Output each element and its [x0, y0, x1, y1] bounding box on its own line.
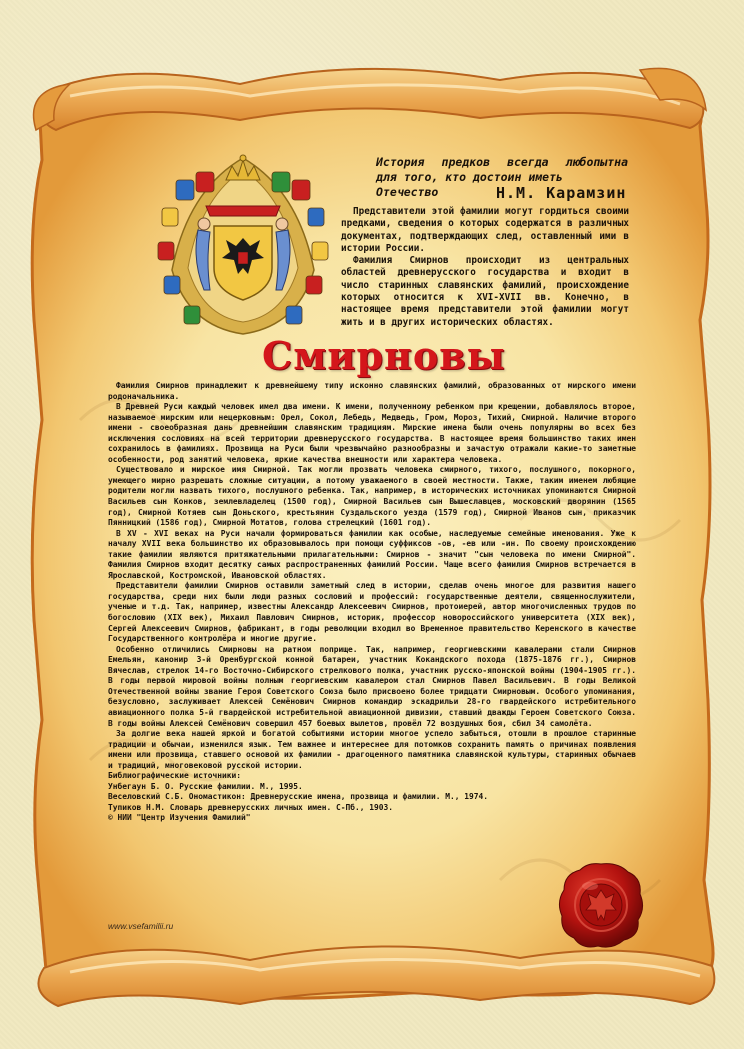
body-paragraph: В Древней Руси каждый человек имел два имени. К имени, полученному ребенком при крещении, добавлялось второе, называемое мирским или нецерковным: Орел, Сокол, Лебедь, Медведь, Гром, Мороз, Тихий, Смирной. Наличие второго имени - своеобразная дань древнейшим славянским традициям. Мирские имена были очень популярны во всех без исключения сословиях на всей территории древнерусского государства. В настоящее время большинство таких имен сохранилось в фамилиях. Прозвища на Руси были чрезвычайно разнообразны и зачастую отражали какие-то заметные особенности, род занятий человека, яркие качества внешности или характера человека. [108, 402, 636, 464]
surname-title: Смирновы [262, 333, 506, 378]
website-link[interactable]: www.vsefamilii.ru [108, 921, 174, 931]
bibliography-item: Унбегаун Б. О. Русские фамилии. М., 1995. [108, 781, 303, 791]
bibliography-item: Веселовский С.Б. Ономастикон: Древнерусские имена, прозвища и фамилии. М., 1974. [108, 792, 489, 802]
body-paragraph: Представители фамилии Смирнов оставили заметный след в истории, сделав очень многое для развития нашего государства, среди них были люди разных сословий и профессий: государственные деятели, священнослужители, ученые и т.д. Так, например, известны Александр Алексеевич Смирнов, протоиерей, автор многочисленных трудов по богословию (XIX век), Михаил Павлович Смирнов, историк, профессор новороссийского университета (XIX век), Сергей Алексеевич Смирнов, фабрикант, в годы революции входил во Временное правительство Керенского в качестве Государственного контролёра и многие другие. [108, 581, 636, 644]
motto-line-1: История предков всегда любопытна [376, 155, 628, 169]
body-paragraph: За долгие века нашей яркой и богатой событиями истории многое успело забыться, отошли в прошлое старинные традиции и обычаи, изменился язык. Тем важнее и интереснее для потомков сохранить память о причинах появления имени или прозвища, ставшего основой их фамилии - драгоценного памятника славянской культуры, старинных обычаев и традиций, многовековой русской истории. [108, 729, 636, 770]
body-paragraph: Фамилия Смирнов принадлежит к древнейшему типу исконно славянских фамилий, образованных от мирского имени родоначальника. [108, 381, 636, 401]
intro-paragraph: Фамилия Смирнов происходит из центральных областей древнерусского государства и входит в число старинных славянских фамилий, происхождение которых относится к XVI-XVII вв. Конечно, в настоящее время представители этой фамилии могут жить и в других исторических областях. [341, 255, 629, 328]
bibliography-item: Тупиков Н.М. Словарь древнерусских личных имен. С-Пб., 1903. [108, 802, 394, 812]
body-paragraph: В XV - XVI веках на Руси начали формироваться фамилии как особые, наследуемые семейные именования. Уже к началу XVII века большинство их образовывалось при помощи суффиксов -ов, -ев или -ин. По своему происхождению такие фамилии являются притяжательными прилагательными: Смирнов - значит "сын человека по имени Смирной". Фамилия Смирнов входит десятку самых распространенных фамилий России. Чаще всего фамилия Смирнов встречается в Ярославской, Костромской, Ивановской областях. [108, 528, 636, 580]
copyright-line: © НИИ "Центр Изучения Фамилий" [108, 813, 251, 823]
intro-paragraph: Представители этой фамилии могут гордиться своими предками, сведения о которых содержатся в различных документах, подтверждающих след, оставленный ими в истории России. [341, 206, 629, 254]
body-paragraph: Особенно отличились Смирновы на ратном поприще. Так, например, георгиевскими кавалерами стали Смирнов Емельян, канонир 3-й Оренбургской конной батареи, участник Кокандского похода (1875-1876 гг.), Смирнов Вячеслав, стрелок 14-го Восточно-Сибирского стрелкового полка, участник русско-японской войны (1904-1905 гг.). В годы первой мировой войны полным георгиевским кавалером стал Смирнов Павел Васильевич. В годы Великой Отечественной войны звание Героя Советского Союза было присвоено более тридцати Смирновым. Особого упоминания, безусловно, заслуживает Алексей Семёнович Смирнов командир эскадрильи 28-го гвардейского истребительного авиационного полка 5-й гвардейской истребительной авиационной дивизии, ставший дважды Героем Советского Союза. В годы войны Алексей Семёнович совершил 457 боевых вылетов, провёл 72 воздушных боя, сбил 34 самолёта. [108, 644, 636, 728]
motto-author: Н.М. Карамзин [496, 184, 627, 202]
body-paragraph: Существовало и мирское имя Смирной. Так могли прозвать человека смирного, тихого, послушного, покорного, умеющего мирно разрешать сложные ситуации, а потому уважаемого в своей местности. Также, таким именем любящие родители могли назвать тихого, послушного ребенка. Так, например, в исторических источниках упоминаются Смирной Васильев сын Конков, землевладелец (1500 год), Смирной Васильев сын Вышеславцев, московский дворянин (1565 год), Смирной Котяев сын Доньского, крестьянин Суздальского уезда (1579 год), Смирной Иванов сын, приказчик Пянницкий (1586 год), Смирной Мотатов, голова стрелецкий (1601 год). [108, 465, 636, 528]
wax-seal-icon [556, 860, 646, 950]
scroll-roll-bottom [38, 946, 714, 1006]
motto-line-2: для того, кто достоин иметь Отечество [376, 170, 563, 199]
intro-text [341, 206, 629, 329]
bibliography-heading: Библиографические источники: [108, 771, 242, 781]
body-text [108, 381, 636, 824]
coat-of-arms-emblem [148, 150, 338, 340]
